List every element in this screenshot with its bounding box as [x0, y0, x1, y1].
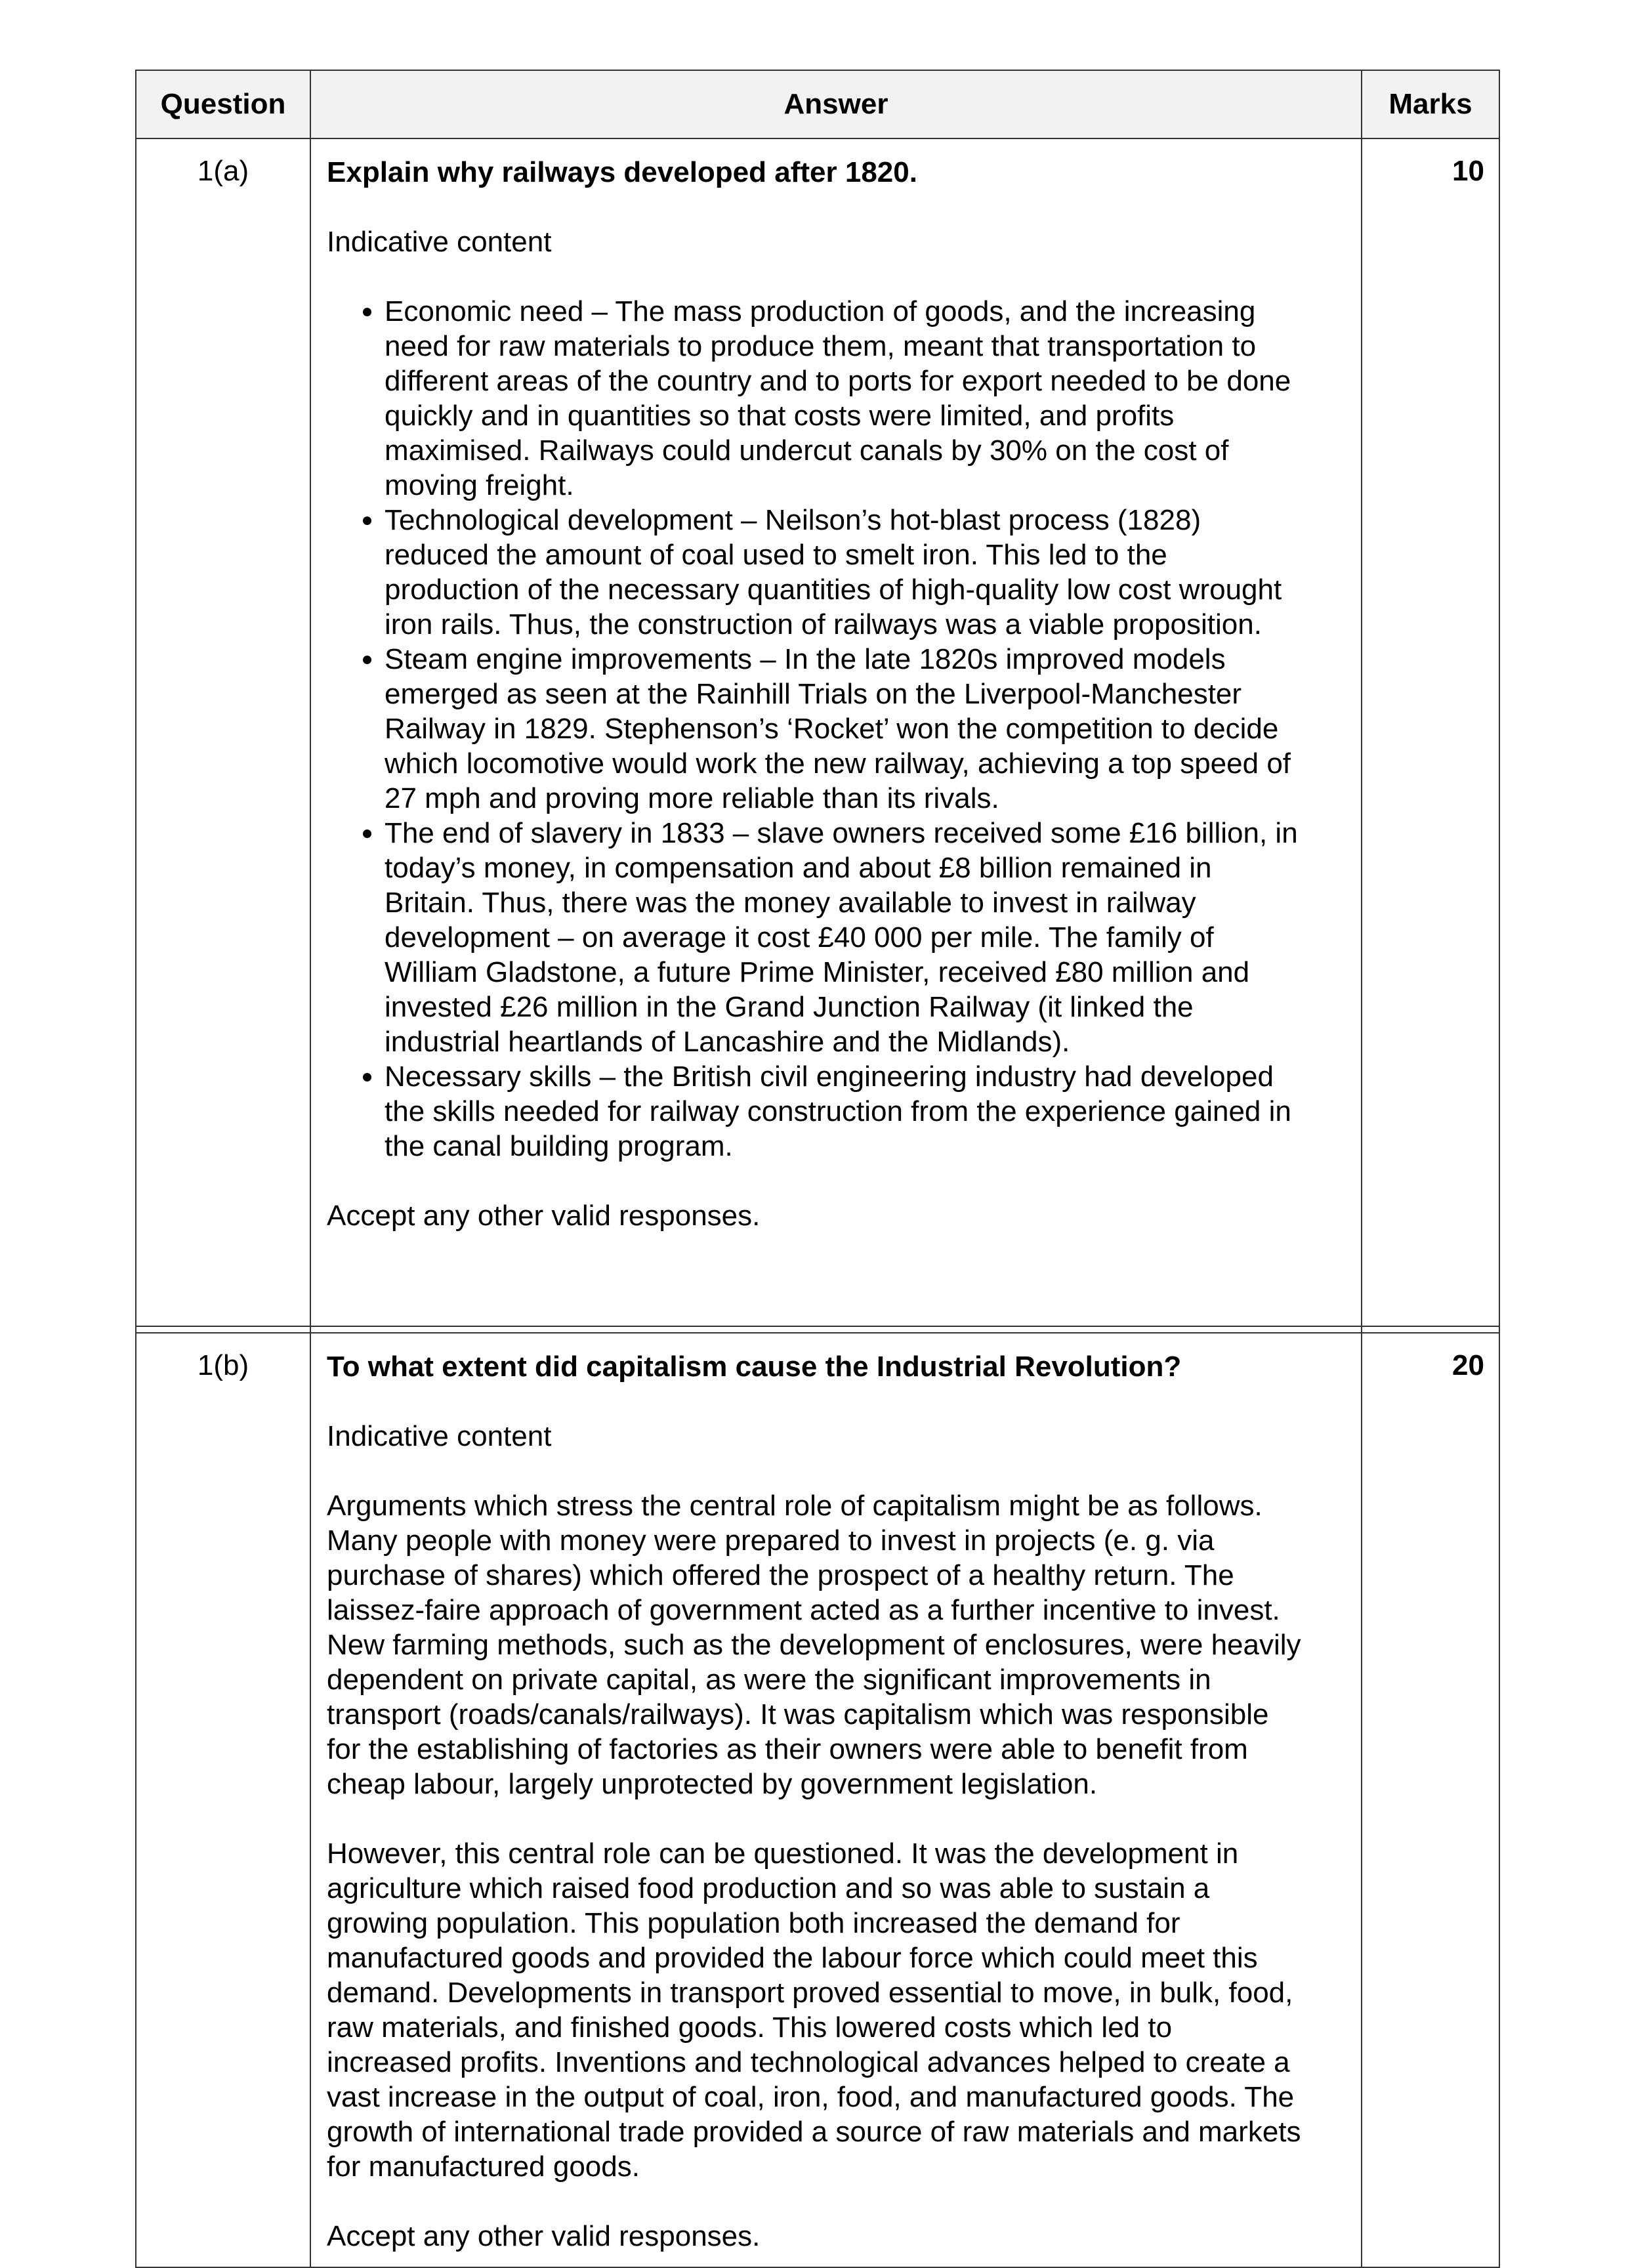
marks-value: 20 — [1362, 1333, 1499, 2267]
mark-scheme-table — [135, 70, 1500, 2268]
bullet-item: • Necessary skills – the British civil engineering industry had developed the skills needed for railway construction from the experience gained in the canal building program. — [385, 1059, 1345, 1164]
question-number: 1(b) — [136, 1333, 310, 2267]
separator-cell — [1362, 1326, 1499, 1333]
bullet-item: • Technological development – Neilson’s hot-blast process (1828) reduced the amount of coal used to smelt iron. This led to the production of the necessary quantities of high-quality low cost wrought iron rails. Thus, the construction of railways was a viable proposition. — [385, 503, 1345, 642]
answer-paragraph: Arguments which stress the central role of capitalism might be as follows. Many people with money were prepared to invest in projects (e. g. via purchase of shares) which offered the prospect of a healthy return. The laissez-faire approach of government acted as a further incentive to invest. New farming methods, such as the development of enclosures, were heavily dependent on private capital, as were the significant improvements in transport (roads/canals/railways). It was capitalism which was responsible for the establishing of factories as their owners were able to benefit from cheap labour, largely unprotected by government legislation. — [327, 1490, 1301, 1800]
question-title: Explain why railways developed after 1820. — [327, 156, 917, 188]
question-row-1a — [136, 138, 1499, 1326]
bullet-list — [327, 294, 1345, 1164]
closing-note: Accept any other valid responses. — [327, 1200, 761, 1232]
header-row — [136, 70, 1499, 138]
bullet-item: • Economic need – The mass production of goods, and the increasing need for raw materials to produce them, meant that transportation to different areas of the country and to ports for export needed to be done quickly and in quantities so that costs were limited, and profits maximised. Railways could undercut canals by 30% on the cost of moving freight. — [385, 294, 1345, 503]
bullet-item: • Steam engine improvements – In the late 1820s improved models emerged as seen at the Rainhill Trials on the Liverpool-Manchester Railway in 1829. Stephenson’s ‘Rocket’ won the competition to decide which locomotive would work the new railway, achieving a top speed of 27 mph and proving more reliable than its rivals. — [385, 642, 1345, 816]
row-separator — [136, 1326, 1499, 1333]
separator-cell — [310, 1326, 1362, 1333]
question-number: 1(a) — [136, 138, 310, 1326]
separator-cell — [136, 1326, 310, 1333]
subheading: Indicative content — [327, 226, 552, 258]
header-question: Question — [136, 70, 310, 138]
closing-note: Accept any other valid responses. — [327, 2220, 761, 2252]
header-marks: Marks — [1362, 70, 1499, 138]
answer-paragraph: However, this central role can be questioned. It was the development in agriculture which raised food production and so was able to sustain a growing population. This population both increased the demand for manufactured goods and provided the labour force which could meet this demand. Developments in transport proved essential to move, in bulk, food, raw materials, and finished goods. This lowered costs which led to increased profits. Inventions and technological advances helped to create a vast increase in the output of coal, iron, food, and manufactured goods. The growth of international trade provided a source of raw materials and markets for manufactured goods. — [327, 1838, 1301, 2183]
answer-cell — [310, 1333, 1362, 2267]
bullet-item: • The end of slavery in 1833 – slave owners received some £16 billion, in today’s money, in compensation and about £8 billion remained in Britain. Thus, there was the money available to invest in railway development – on average it cost £40 000 per mile. The family of William Gladstone, a future Prime Minister, received £80 million and invested £26 million in the Grand Junction Railway (it linked the industrial heartlands of Lancashire and the Midlands). — [385, 816, 1345, 1059]
marks-value: 10 — [1362, 138, 1499, 1326]
subheading: Indicative content — [327, 1420, 552, 1452]
question-title: To what extent did capitalism cause the Industrial Revolution? — [327, 1351, 1182, 1383]
question-row-1b — [136, 1333, 1499, 2267]
answer-cell — [310, 138, 1362, 1326]
header-answer: Answer — [310, 70, 1362, 138]
